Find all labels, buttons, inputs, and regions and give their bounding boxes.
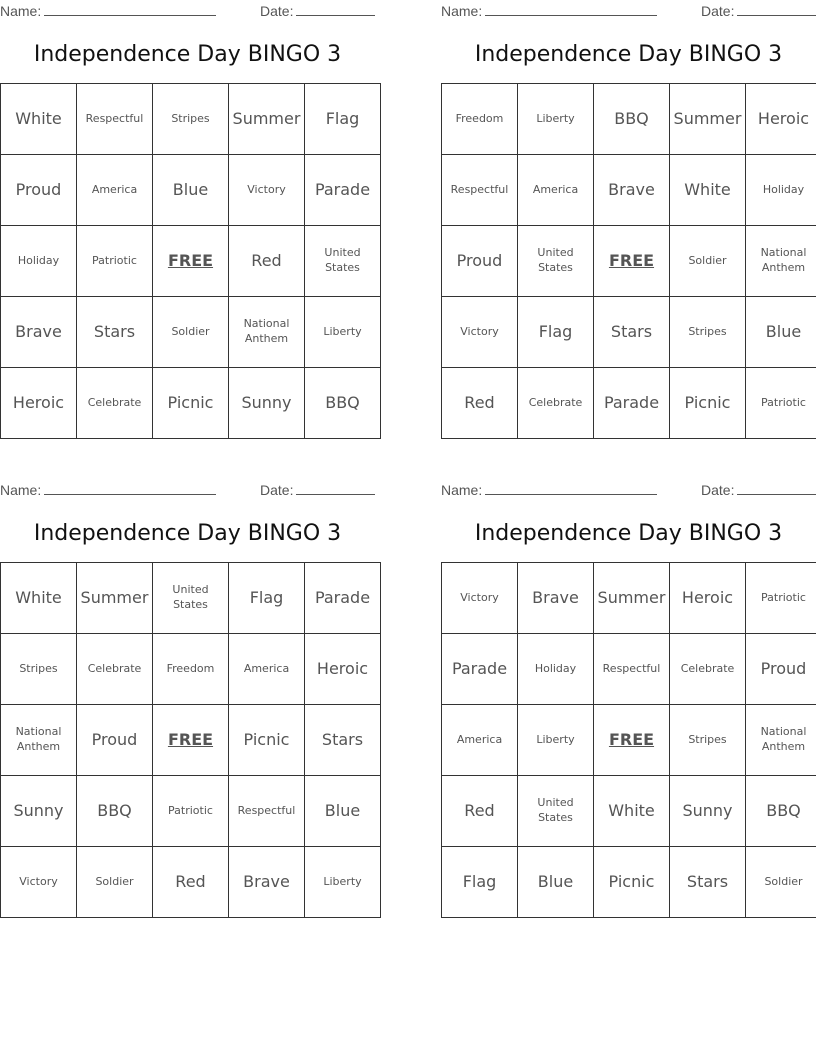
name-label: Name: — [0, 3, 42, 19]
bingo-cell[interactable]: Proud — [746, 634, 816, 705]
bingo-cell[interactable]: Red — [442, 776, 518, 847]
bingo-cell[interactable]: Flag — [518, 297, 594, 368]
card-title: Independence Day BINGO 3 — [33, 521, 342, 546]
card-title: Independence Day BINGO 3 — [474, 521, 783, 546]
bingo-cell[interactable]: Victory — [442, 563, 518, 634]
bingo-row — [442, 84, 816, 155]
date-line[interactable] — [737, 2, 816, 16]
bingo-cell[interactable]: White — [1, 84, 77, 155]
bingo-cell[interactable]: Patriotic — [746, 563, 816, 634]
card-header — [0, 2, 375, 20]
bingo-cell[interactable]: Flag — [305, 84, 381, 155]
bingo-cell[interactable]: BBQ — [594, 84, 670, 155]
bingo-cell[interactable]: Victory — [1, 847, 77, 918]
bingo-cell[interactable]: Heroic — [305, 634, 381, 705]
bingo-cell[interactable]: Holiday — [1, 226, 77, 297]
bingo-cell[interactable]: Soldier — [746, 847, 816, 918]
name-field — [0, 481, 216, 498]
bingo-cell[interactable]: Stars — [670, 847, 746, 918]
bingo-cell[interactable]: Celebrate — [77, 634, 153, 705]
bingo-cell[interactable]: Picnic — [670, 368, 746, 439]
bingo-cell[interactable]: Flag — [442, 847, 518, 918]
bingo-cell[interactable]: Respectful — [594, 634, 670, 705]
bingo-cell[interactable]: Respectful — [442, 155, 518, 226]
bingo-cell[interactable]: Stripes — [670, 297, 746, 368]
bingo-cell[interactable]: Celebrate — [670, 634, 746, 705]
bingo-cell[interactable]: Freedom — [153, 634, 229, 705]
bingo-cell[interactable]: National Anthem — [229, 297, 305, 368]
bingo-cell[interactable]: Patriotic — [153, 776, 229, 847]
bingo-card — [0, 0, 375, 434]
bingo-cell[interactable]: Victory — [229, 155, 305, 226]
bingo-cell[interactable]: Picnic — [594, 847, 670, 918]
bingo-row — [1, 563, 381, 634]
bingo-cell[interactable]: Brave — [594, 155, 670, 226]
date-field — [701, 2, 816, 19]
bingo-card — [0, 479, 375, 913]
bingo-card — [441, 479, 816, 913]
bingo-cell[interactable]: Picnic — [153, 368, 229, 439]
bingo-cell[interactable]: Summer — [594, 563, 670, 634]
bingo-cell[interactable]: America — [77, 155, 153, 226]
card-header — [441, 481, 816, 499]
name-field — [441, 481, 657, 498]
bingo-cell[interactable]: Red — [229, 226, 305, 297]
bingo-row — [1, 634, 381, 705]
name-label: Name: — [441, 3, 483, 19]
bingo-cell[interactable]: Stripes — [153, 84, 229, 155]
bingo-cell[interactable]: Respectful — [229, 776, 305, 847]
bingo-cell[interactable]: Brave — [229, 847, 305, 918]
date-line[interactable] — [296, 2, 375, 16]
date-line[interactable] — [737, 481, 816, 495]
bingo-cell[interactable]: United States — [305, 226, 381, 297]
date-label: Date: — [701, 3, 735, 19]
bingo-cell[interactable]: Soldier — [670, 226, 746, 297]
bingo-cell[interactable]: Sunny — [229, 368, 305, 439]
bingo-cell[interactable]: Summer — [229, 84, 305, 155]
bingo-cell[interactable]: BBQ — [77, 776, 153, 847]
bingo-row — [1, 297, 381, 368]
bingo-cell[interactable]: Proud — [1, 155, 77, 226]
bingo-row — [1, 155, 381, 226]
bingo-cell[interactable]: Heroic — [746, 84, 816, 155]
bingo-cell[interactable]: Sunny — [1, 776, 77, 847]
bingo-cell[interactable]: Picnic — [229, 705, 305, 776]
bingo-cell[interactable]: Heroic — [670, 563, 746, 634]
name-label: Name: — [441, 482, 483, 498]
date-field — [260, 2, 375, 19]
bingo-cell[interactable]: Soldier — [77, 847, 153, 918]
bingo-cell[interactable]: Heroic — [1, 368, 77, 439]
bingo-grid — [0, 83, 381, 439]
name-label: Name: — [0, 482, 42, 498]
bingo-row — [442, 155, 816, 226]
bingo-cell[interactable]: Red — [153, 847, 229, 918]
bingo-cell[interactable]: Stripes — [670, 705, 746, 776]
bingo-cell[interactable]: Sunny — [670, 776, 746, 847]
card-header — [441, 2, 816, 20]
card-title: Independence Day BINGO 3 — [474, 42, 783, 67]
bingo-cell[interactable]: White — [670, 155, 746, 226]
bingo-cell[interactable]: Celebrate — [518, 368, 594, 439]
bingo-cell[interactable]: National Anthem — [1, 705, 77, 776]
bingo-cell[interactable]: White — [1, 563, 77, 634]
name-line[interactable] — [485, 481, 657, 495]
bingo-cell[interactable]: Stars — [305, 705, 381, 776]
bingo-cell[interactable]: Blue — [746, 297, 816, 368]
bingo-cell[interactable]: Liberty — [305, 297, 381, 368]
bingo-cell[interactable]: Parade — [305, 563, 381, 634]
date-label: Date: — [260, 3, 294, 19]
bingo-row — [1, 847, 381, 918]
bingo-row — [442, 776, 816, 847]
bingo-cell[interactable]: BBQ — [305, 368, 381, 439]
bingo-cell[interactable]: America — [518, 155, 594, 226]
date-label: Date: — [260, 482, 294, 498]
bingo-cell[interactable]: National Anthem — [746, 226, 816, 297]
bingo-row — [442, 368, 816, 439]
bingo-cell[interactable]: Liberty — [518, 84, 594, 155]
bingo-row — [442, 297, 816, 368]
bingo-cell[interactable]: Patriotic — [746, 368, 816, 439]
bingo-cell[interactable]: Blue — [518, 847, 594, 918]
bingo-cell[interactable]: Parade — [442, 634, 518, 705]
bingo-cell[interactable]: America — [442, 705, 518, 776]
card-header — [0, 481, 375, 499]
date-field — [701, 481, 816, 498]
bingo-cell[interactable]: Liberty — [518, 705, 594, 776]
bingo-cell[interactable]: Brave — [518, 563, 594, 634]
bingo-cell[interactable]: Blue — [153, 155, 229, 226]
bingo-cell[interactable]: Soldier — [153, 297, 229, 368]
free-space[interactable]: FREE — [153, 226, 229, 297]
free-space[interactable]: FREE — [594, 226, 670, 297]
bingo-cell[interactable]: Brave — [1, 297, 77, 368]
date-field — [260, 481, 375, 498]
bingo-row — [442, 226, 816, 297]
bingo-cell[interactable]: Stripes — [1, 634, 77, 705]
bingo-cell[interactable]: National Anthem — [746, 705, 816, 776]
bingo-cell[interactable]: Patriotic — [77, 226, 153, 297]
free-space[interactable]: FREE — [153, 705, 229, 776]
bingo-cell[interactable]: Celebrate — [77, 368, 153, 439]
name-field — [441, 2, 657, 19]
card-title: Independence Day BINGO 3 — [33, 42, 342, 67]
bingo-cell[interactable]: Blue — [305, 776, 381, 847]
bingo-row — [1, 226, 381, 297]
bingo-cell[interactable]: Proud — [77, 705, 153, 776]
bingo-cell[interactable]: Liberty — [305, 847, 381, 918]
bingo-cell[interactable]: Respectful — [77, 84, 153, 155]
bingo-cell[interactable]: United States — [518, 226, 594, 297]
bingo-row — [1, 776, 381, 847]
name-line[interactable] — [44, 2, 216, 16]
bingo-cell[interactable]: Proud — [442, 226, 518, 297]
bingo-row — [442, 634, 816, 705]
date-line[interactable] — [296, 481, 375, 495]
free-space[interactable]: FREE — [594, 705, 670, 776]
bingo-cell[interactable]: BBQ — [746, 776, 816, 847]
bingo-cell[interactable]: America — [229, 634, 305, 705]
date-label: Date: — [701, 482, 735, 498]
bingo-grid — [441, 83, 816, 439]
name-line[interactable] — [44, 481, 216, 495]
bingo-cell[interactable]: United States — [518, 776, 594, 847]
bingo-cell[interactable]: Freedom — [442, 84, 518, 155]
bingo-row — [1, 705, 381, 776]
bingo-row — [442, 847, 816, 918]
bingo-cell[interactable]: United States — [153, 563, 229, 634]
bingo-cell[interactable]: Parade — [594, 368, 670, 439]
bingo-cell[interactable]: Stars — [594, 297, 670, 368]
bingo-cell[interactable]: Holiday — [746, 155, 816, 226]
bingo-cell[interactable]: Holiday — [518, 634, 594, 705]
bingo-cell[interactable]: Flag — [229, 563, 305, 634]
bingo-card — [441, 0, 816, 434]
bingo-cell[interactable]: Victory — [442, 297, 518, 368]
name-line[interactable] — [485, 2, 657, 16]
name-field — [0, 2, 216, 19]
bingo-row — [1, 84, 381, 155]
bingo-cell[interactable]: Summer — [77, 563, 153, 634]
bingo-cell[interactable]: Stars — [77, 297, 153, 368]
bingo-cell[interactable]: Red — [442, 368, 518, 439]
bingo-cell[interactable]: Parade — [305, 155, 381, 226]
bingo-row — [442, 563, 816, 634]
bingo-cell[interactable]: Summer — [670, 84, 746, 155]
bingo-grid — [441, 562, 816, 918]
bingo-cell[interactable]: White — [594, 776, 670, 847]
bingo-grid — [0, 562, 381, 918]
bingo-row — [442, 705, 816, 776]
bingo-row — [1, 368, 381, 439]
